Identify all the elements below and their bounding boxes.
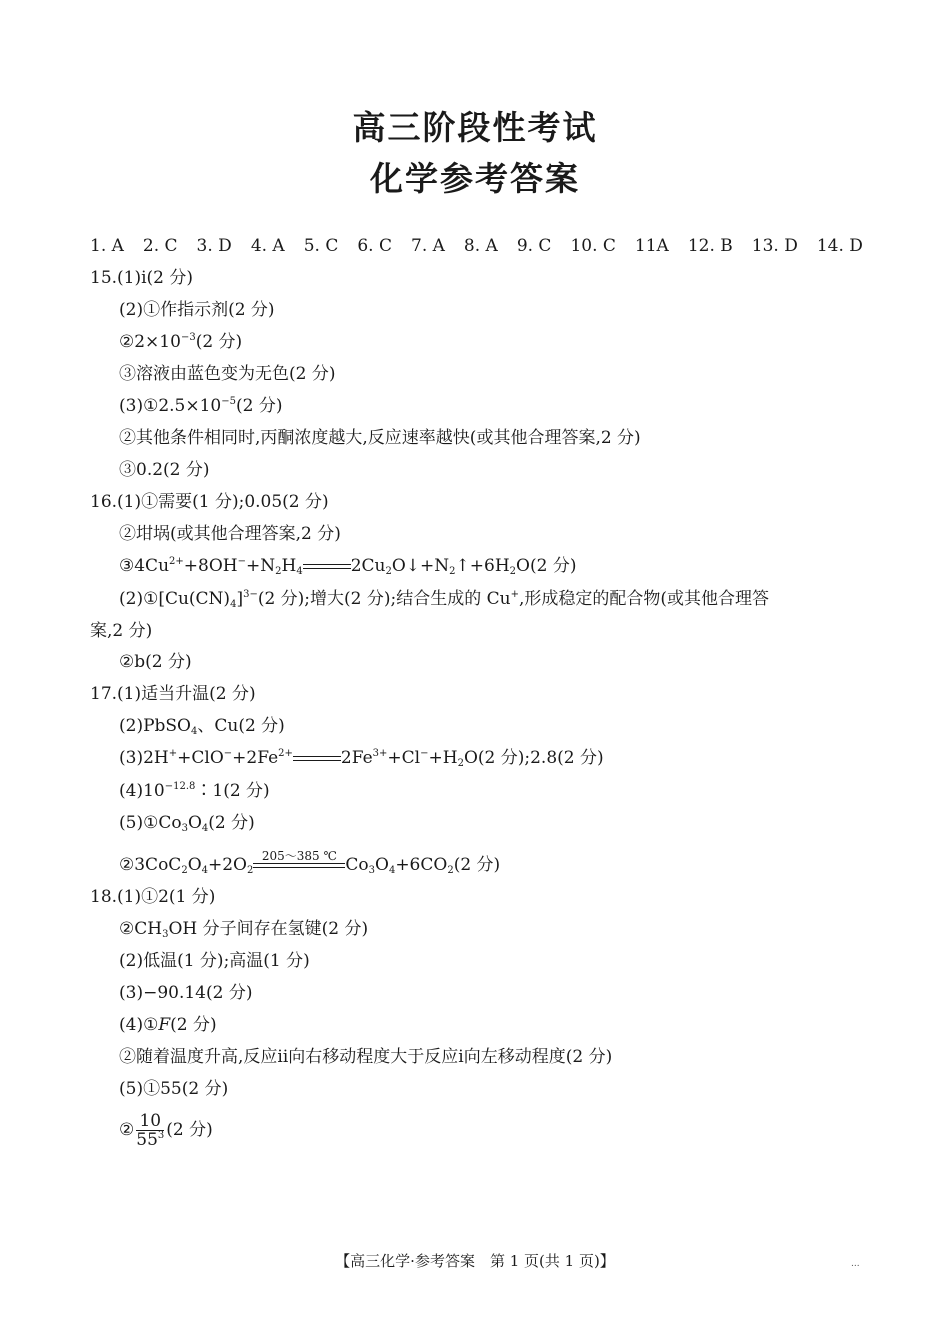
equals-sign <box>303 562 351 572</box>
mcq-answer: 9. C <box>516 236 552 256</box>
q16-equation: $③4Cu^{2+}+8OH^-+N_2H_4$ $2Cu_2O↓+N_2↑+6H_2O(2$ 分) <box>119 556 577 577</box>
mcq-answer: 8. A <box>463 236 498 256</box>
q18-line: (2)低温(1 分);高温(1 分) <box>119 951 310 971</box>
q16-line: 案,2 分) <box>90 621 153 641</box>
mcq-answer: 7. A <box>411 236 445 256</box>
q18-line: 18.(1)①2(1 分) <box>90 887 216 907</box>
q15-line: ③溶液由蓝色变为无色(2 分) <box>119 364 336 384</box>
mcq-answer: 6. C <box>357 236 392 256</box>
corner-mark: ... <box>851 1259 860 1269</box>
q17-line: $(4)10^{-12.8}∶1(2$ 分) <box>119 781 270 801</box>
mcq-answer: 13. D <box>751 236 798 256</box>
q17-line: 17.(1)适当升温(2 分) <box>90 684 256 704</box>
mcq-answer: 3. D <box>196 236 232 256</box>
q15-line: (2)①作指示剂(2 分) <box>119 300 275 320</box>
q18-line: $②CH_3OH$ 分子间存在氢键(2 分) <box>119 919 369 940</box>
mcq-answer: 1. A <box>90 236 124 256</box>
q18-line: (3)−90.14(2 分) <box>119 983 253 1003</box>
q18-fraction-line: ② $\frac{10}{55^3}$ (2 分) <box>119 1111 213 1150</box>
q16-line: 16.(1)①需要(1 分);0.05(2 分) <box>90 492 329 512</box>
mcq-answer: 11A <box>634 236 669 256</box>
equals-sign <box>293 754 341 764</box>
mcq-answer: 4. A <box>250 236 285 256</box>
q17-equation: $②3CoC_2O_4+2O_2$ 205～385 ℃ $Co_3O_4+6CO_2(2$ 分) <box>119 854 500 876</box>
q16-line: ②b(2 分) <box>119 652 192 672</box>
mcq-answer: 10. C <box>570 236 616 256</box>
page-subtitle: 化学参考答案 <box>370 159 580 198</box>
reaction-condition: 205～385 ℃ <box>261 848 337 863</box>
reaction-condition-sign <box>253 848 345 871</box>
q18-line: (4)①F(2 分) <box>119 1015 217 1035</box>
mcq-answer: 14. D <box>816 236 863 256</box>
q16-line: $(2)①[Cu(CN)_4]^{3-}(2$ 分);增大(2 分);结合生成的 Cu+,形成稳定的配合物(或其他合理答 <box>119 589 770 610</box>
q15-line: $(3)①2.5\times 10^{-5}(2$ 分) <box>119 396 283 416</box>
q18-line: (5)①55(2 分) <box>119 1079 229 1099</box>
q15-line: $②2\times 10^{-3}(2$ 分) <box>119 332 243 352</box>
mcq-answer: 12. B <box>687 236 733 256</box>
q16-line: ②坩埚(或其他合理答案,2 分) <box>119 524 341 544</box>
q18-line: ②随着温度升高,反应ⅱ向右移动程度大于反应ⅰ向左移动程度(2 分) <box>119 1047 613 1067</box>
q17-line: $(5)①Co_3O_4(2$ 分) <box>119 813 255 834</box>
q17-line: (2)PbSO$_4$、Cu(2 分) <box>119 716 285 737</box>
q15-line: 15.(1)ⅰ(2 分) <box>90 268 194 288</box>
q15-line: ③0.2(2 分) <box>119 460 210 480</box>
mcq-answer: 5. C <box>303 236 339 256</box>
mcq-answer: 2. C <box>142 236 178 256</box>
q17-equation: $(3)2H^++ClO^-+2Fe^{2+}$ $2Fe^{3+}+Cl^-+H_2O(2$ 分);2.8(2 分) <box>119 748 604 769</box>
page-title: 高三阶段性考试 <box>352 108 598 147</box>
page-footer: 【高三化学·参考答案 第 1 页(共 1 页)】 <box>335 1252 615 1270</box>
mcq-answers <box>90 235 863 257</box>
fraction: $\frac{10}{55^3}$ <box>136 1111 165 1150</box>
q15-line: ②其他条件相同时,丙酮浓度越大,反应速率越快(或其他合理答案,2 分) <box>119 428 641 448</box>
